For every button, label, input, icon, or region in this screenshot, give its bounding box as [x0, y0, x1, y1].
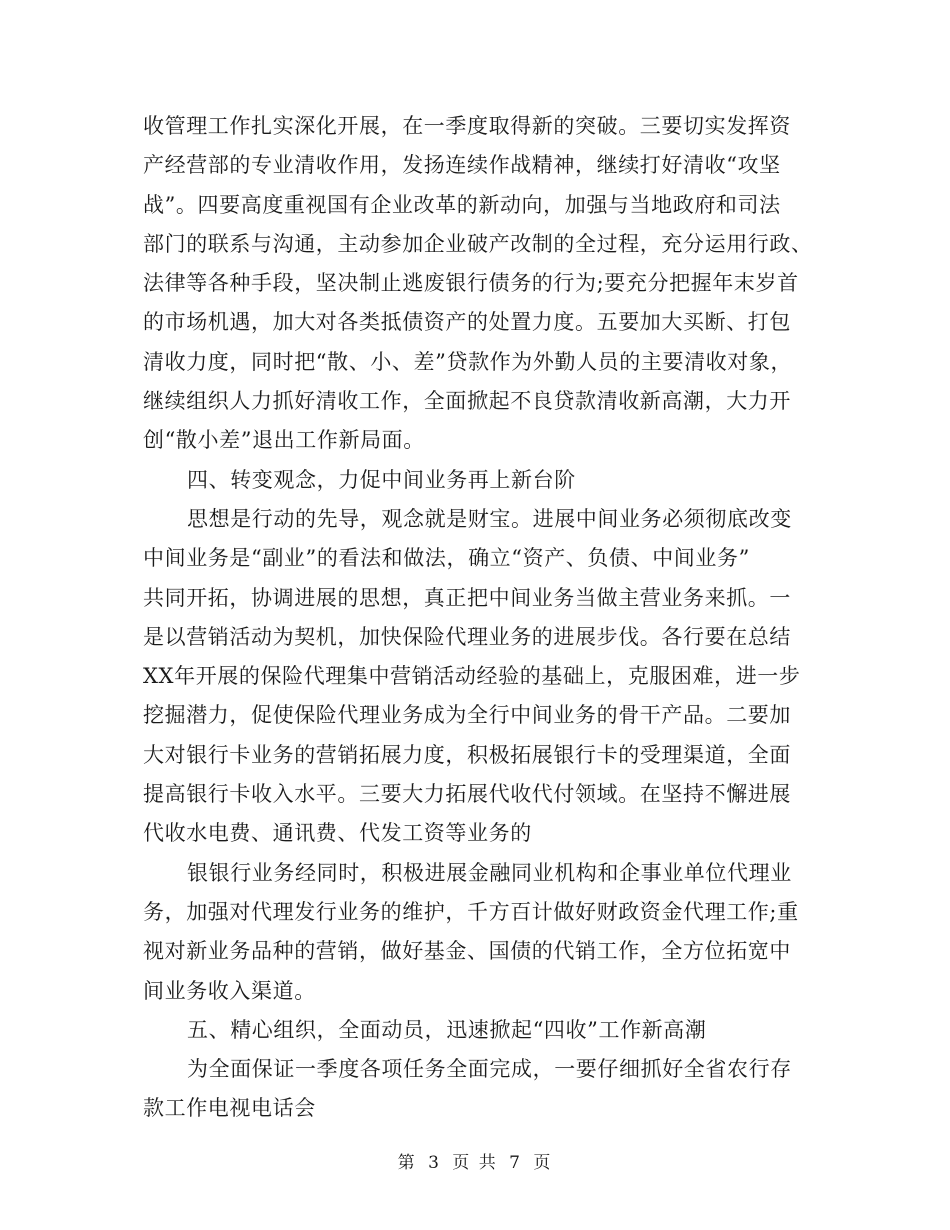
body-line: 视对新业务品种的营销，做好基金、国债的代销工作，全方位拓宽中: [143, 939, 791, 964]
body-line: 为全面保证一季度各项任务全面完成，一要仔细抓好全省农行存: [187, 1057, 792, 1082]
body-line: 务，加强对代理发行业务的维护，千方百计做好财政资金代理工作;重: [143, 899, 799, 924]
section-heading: 五、精心组织，全面动员，迅速掀起“四收”工作新高潮: [187, 1017, 707, 1042]
body-line: 挖掘潜力，促使保险代理业务成为全行中间业务的骨干产品。二要加: [143, 703, 791, 728]
footer-middle: 页 共: [452, 1153, 498, 1173]
footer-suffix: 页: [533, 1153, 553, 1173]
section-heading: 四、转变观念，力促中间业务再上新台阶: [187, 467, 576, 492]
body-line: 收管理工作扎实深化开展，在一季度取得新的突破。三要切实发挥资: [143, 114, 791, 138]
body-line: 大对银行卡业务的营销拓展力度，积极拓展银行卡的受理渠道，全面: [143, 742, 791, 767]
total-page-count: 7: [509, 1153, 522, 1173]
body-line: 的市场机遇，加大对各类抵债资产的处置力度。五要加大买断、打包: [143, 310, 791, 335]
body-line: 代收水电费、通讯费、代发工资等业务的: [143, 821, 532, 846]
body-line: 银银行业务经同时，积极进展金融同业机构和企事业单位代理业: [187, 860, 792, 885]
footer-prefix: 第: [397, 1153, 417, 1173]
body-line: 是以营销活动为契机，加快保险代理业务的进展步伐。各行要在总结: [143, 624, 791, 649]
body-line: 继续组织人力抓好清收工作，全面掀起不良贷款清收新高潮，大力开: [143, 389, 791, 414]
body-line: 清收力度，同时把“散、小、差”贷款作为外勤人员的主要清收对象，: [143, 349, 793, 374]
body-line: 部门的联系与沟通，主动参加企业破产改制的全过程，充分运用行政、: [143, 231, 813, 256]
body-line: 法律等各种手段，坚决制止逃废银行债务的行为;要充分把握年末岁首: [143, 271, 799, 296]
body-line: 中间业务是“副业”的看法和做法，确立“资产、负债、中间业务”: [143, 546, 750, 571]
body-line: 战”。四要高度重视国有企业改革的新动向，加强与当地政府和司法: [143, 192, 781, 217]
current-page-number: 3: [428, 1153, 441, 1173]
body-line: 间业务收入渠道。: [143, 978, 316, 1003]
body-line: 创“散小差”退出工作新局面。: [143, 428, 425, 453]
body-line: 提高银行卡收入水平。三要大力拓展代收代付领域。在坚持不懈进展: [143, 782, 791, 807]
body-line: 款工作电视电话会: [143, 1096, 316, 1121]
body-line: 产经营部的专业清收作用，发扬连续作战精神，继续打好清收“攻坚: [143, 153, 781, 178]
body-line: 思想是行动的先导，观念就是财宝。进展中间业务必须彻底改变: [187, 506, 792, 531]
document-body: [143, 107, 813, 1129]
body-line: XX年开展的保险代理集中营销活动经验的基础上，克服困难，进一步: [143, 664, 801, 689]
body-line: 共同开拓，协调进展的思想，真正把中间业务当做主营业务来抓。一: [143, 585, 791, 610]
page-footer: [0, 1148, 950, 1173]
